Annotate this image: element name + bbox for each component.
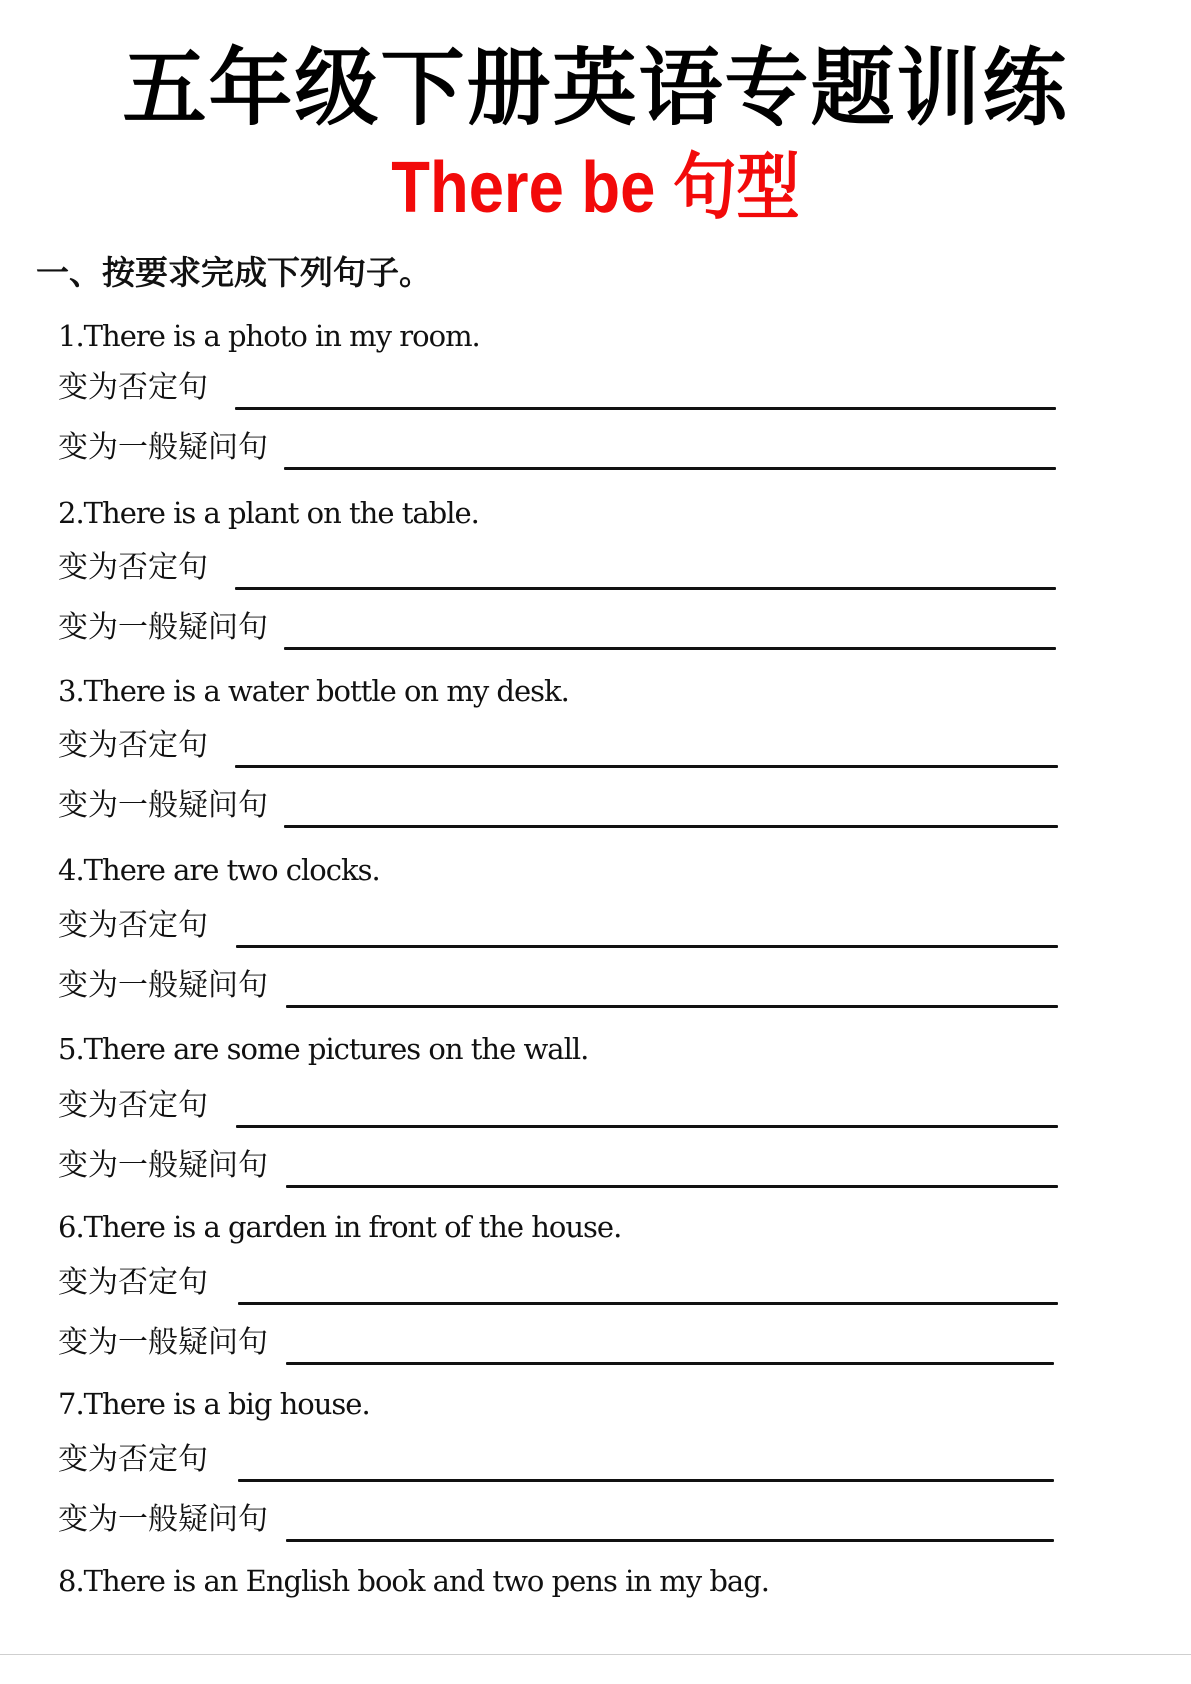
q2-question-answer-line[interactable]	[284, 647, 1056, 650]
question-4: 4.There are two clocks.	[58, 853, 380, 887]
question-label: 变为一般疑问句	[58, 1325, 268, 1360]
q2-negative-row	[58, 550, 1056, 590]
question-3: 3.There is a water bottle on my desk.	[58, 674, 569, 708]
q6-negative-answer-line[interactable]	[238, 1302, 1058, 1305]
q2-negative-answer-line[interactable]	[235, 587, 1056, 590]
q1-question-row	[58, 430, 1056, 470]
question-label: 变为一般疑问句	[58, 1148, 268, 1183]
q1-question-answer-line[interactable]	[284, 467, 1056, 470]
negative-label: 变为否定句	[58, 1265, 208, 1300]
q4-negative-answer-line[interactable]	[236, 945, 1058, 948]
q4-question-answer-line[interactable]	[286, 1005, 1058, 1008]
q3-question-answer-line[interactable]	[284, 825, 1058, 828]
question-8: 8.There is an English book and two pens in my bag.	[58, 1564, 769, 1598]
negative-label: 变为否定句	[58, 550, 208, 585]
q2-question-row	[58, 610, 1056, 650]
page-title: 五年级下册英语专题训练	[122, 39, 1069, 137]
q5-negative-row	[58, 1088, 1058, 1128]
question-5: 5.There are some pictures on the wall.	[58, 1032, 589, 1066]
q7-negative-answer-line[interactable]	[238, 1479, 1054, 1482]
question-label: 变为一般疑问句	[58, 1502, 268, 1537]
q6-question-answer-line[interactable]	[286, 1362, 1054, 1365]
q7-question-answer-line[interactable]	[286, 1539, 1054, 1542]
q4-negative-row	[58, 908, 1058, 948]
section-heading: 一、按要求完成下列句子。	[36, 253, 432, 292]
question-2: 2.There is a plant on the table.	[58, 496, 479, 530]
question-label: 变为一般疑问句	[58, 968, 268, 1003]
q7-question-row	[58, 1502, 1054, 1542]
q1-negative-answer-line[interactable]	[235, 407, 1056, 410]
page-bottom-divider	[0, 1654, 1191, 1655]
question-label: 变为一般疑问句	[58, 610, 268, 645]
question-label: 变为一般疑问句	[58, 788, 268, 823]
negative-label: 变为否定句	[58, 370, 208, 405]
q1-negative-row	[58, 370, 1056, 410]
q3-negative-answer-line[interactable]	[235, 765, 1058, 768]
q5-question-row	[58, 1148, 1058, 1188]
page-subtitle: There be 句型	[391, 148, 800, 228]
question-7: 7.There is a big house.	[58, 1387, 370, 1421]
q7-negative-row	[58, 1442, 1054, 1482]
q4-question-row	[58, 968, 1058, 1008]
q3-negative-row	[58, 728, 1058, 768]
negative-label: 变为否定句	[58, 1442, 208, 1477]
negative-label: 变为否定句	[58, 728, 208, 763]
question-1: 1.There is a photo in my room.	[58, 319, 480, 353]
negative-label: 变为否定句	[58, 908, 208, 943]
q5-negative-answer-line[interactable]	[236, 1125, 1058, 1128]
q3-question-row	[58, 788, 1058, 828]
question-label: 变为一般疑问句	[58, 430, 268, 465]
q6-negative-row	[58, 1265, 1058, 1305]
negative-label: 变为否定句	[58, 1088, 208, 1123]
q5-question-answer-line[interactable]	[286, 1185, 1058, 1188]
question-6: 6.There is a garden in front of the house.	[58, 1210, 622, 1244]
q6-question-row	[58, 1325, 1054, 1365]
